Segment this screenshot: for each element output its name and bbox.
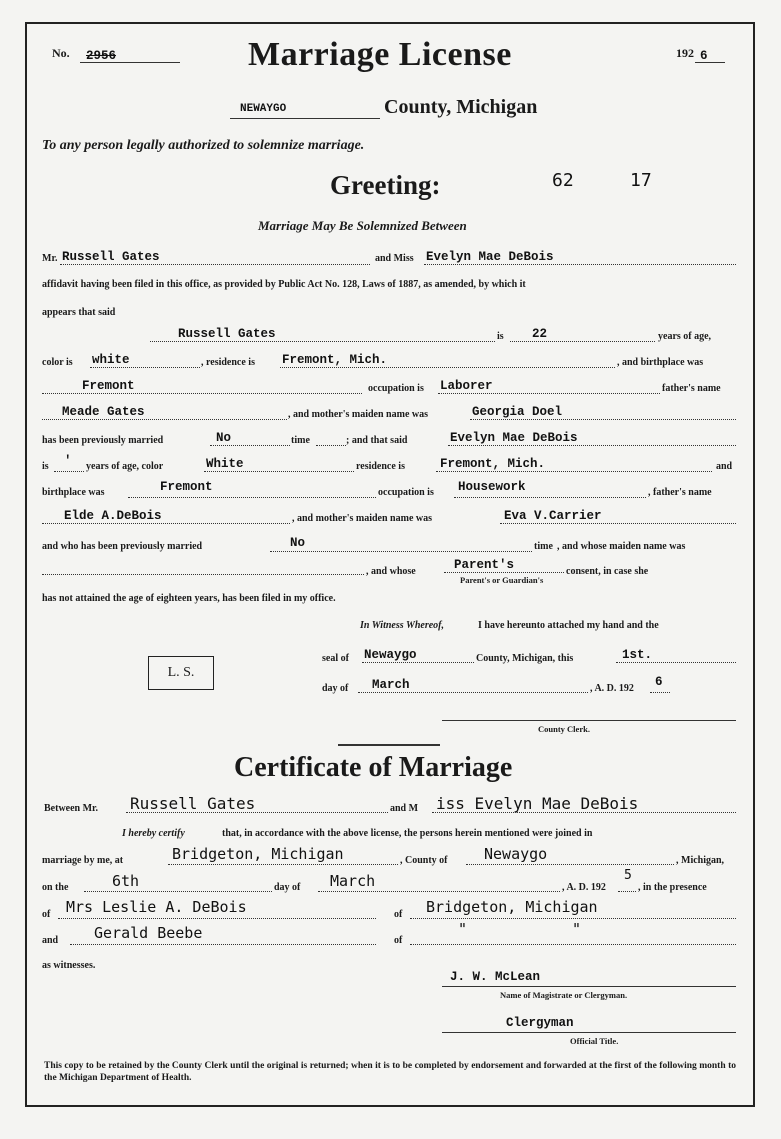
time-label-2: time bbox=[534, 541, 553, 552]
groom-name: Russell Gates bbox=[178, 327, 276, 341]
certify-lead: I hereby certify bbox=[122, 828, 185, 839]
witness-lead: In Witness Whereof, bbox=[360, 620, 445, 631]
groom-color: white bbox=[92, 353, 130, 367]
day-of-label: day of bbox=[322, 683, 349, 694]
birthplace-label: birthplace was bbox=[42, 487, 105, 498]
of-label-2: of bbox=[394, 909, 403, 920]
groom-birthplace: Fremont bbox=[82, 379, 135, 393]
marriage-by-label: marriage by me, at bbox=[42, 855, 124, 866]
county-clerk-caption: County Clerk. bbox=[538, 724, 590, 734]
day-value: 1st. bbox=[622, 648, 653, 662]
license-year-prefix: 192 bbox=[676, 46, 694, 60]
mothers-maiden-label: , and mother's maiden name was bbox=[288, 409, 429, 420]
marriage-year-digit: 5 bbox=[624, 868, 632, 883]
groom-residence: Fremont, Mich. bbox=[282, 353, 388, 367]
county-michigan-this-label: County, Michigan, this bbox=[476, 653, 574, 664]
bride-prev-married: No bbox=[290, 536, 306, 550]
is-label-2: is bbox=[42, 461, 49, 472]
bride-father: Elde A.DeBois bbox=[64, 509, 162, 523]
ditto-mark-1: " bbox=[458, 920, 468, 938]
ad-label-2: , A. D. 192 bbox=[562, 882, 606, 893]
residence-label: , residence is bbox=[201, 357, 255, 368]
ad-label: , A. D. 192 bbox=[590, 683, 634, 694]
subtitle: Marriage May Be Solemnized Between bbox=[258, 218, 467, 233]
occupation-label: occupation is bbox=[368, 383, 424, 394]
day-of-label-2: day of bbox=[274, 882, 301, 893]
month-value: March bbox=[372, 678, 410, 692]
occupation-label-2: occupation is bbox=[378, 487, 434, 498]
county-label: County, Michigan bbox=[384, 96, 538, 118]
and-whose-label: , and whose bbox=[366, 566, 416, 577]
ad-digit: 6 bbox=[655, 675, 663, 689]
certify-text: that, in accordance with the above license, the persons herein mentioned were joined in bbox=[222, 828, 593, 839]
bride-residence: Fremont, Mich. bbox=[440, 457, 546, 471]
cert-bride: iss Evelyn Mae DeBois bbox=[436, 794, 639, 813]
years-color-label: years of age, color bbox=[86, 461, 164, 472]
consent-value: Parent's bbox=[454, 558, 515, 572]
county-name: NEWAYGO bbox=[240, 103, 287, 115]
and-that-said-label: ; and that said bbox=[346, 435, 408, 446]
presence-label: , in the presence bbox=[638, 882, 707, 893]
marriage-county: Newaygo bbox=[484, 845, 548, 863]
cert-groom: Russell Gates bbox=[130, 794, 256, 813]
michigan-label: , Michigan, bbox=[676, 855, 725, 866]
address-line: To any person legally authorized to solemnize marriage. bbox=[42, 138, 365, 153]
time-label: time bbox=[291, 435, 310, 446]
groom-father: Meade Gates bbox=[62, 405, 145, 419]
officiant-name: J. W. McLean bbox=[450, 970, 541, 984]
greeting: Greeting: bbox=[330, 170, 441, 200]
bride-mother: Eva V.Carrier bbox=[504, 509, 602, 523]
witness-text: I have hereunto attached my hand and the bbox=[478, 620, 659, 631]
color-label: color is bbox=[42, 357, 73, 368]
license-title: Marriage License bbox=[248, 36, 512, 73]
marriage-month: March bbox=[330, 872, 376, 890]
groom-prev-married: No bbox=[216, 431, 232, 445]
groom-mother: Georgia Doel bbox=[472, 405, 563, 419]
seal-of-label: seal of bbox=[322, 653, 349, 664]
footer-note: This copy to be retained by the County Clerk until the original is returned; when it is to be completed by endorsement and forwarded at the first of the following month to the Michigan Department of Health. bbox=[44, 1061, 736, 1083]
bride-occupation: Housework bbox=[458, 480, 526, 494]
groom-name-short: Russell Gates bbox=[62, 250, 160, 264]
bride-age: ' bbox=[64, 454, 72, 468]
and-m-label: and M bbox=[390, 803, 419, 814]
ditto-mark-2: " bbox=[572, 920, 582, 938]
witness-1-place: Bridgeton, Michigan bbox=[426, 898, 598, 916]
bride-name-short: Evelyn Mae DeBois bbox=[426, 250, 554, 264]
not-attained-text: has not attained the age of eighteen years, has been filed in my office. bbox=[42, 593, 336, 604]
parent-caption: Parent's or Guardian's bbox=[460, 575, 544, 585]
residence-label-2: residence is bbox=[356, 461, 405, 472]
certificate-title: Certificate of Marriage bbox=[234, 752, 513, 783]
official-title-value: Clergyman bbox=[506, 1016, 574, 1030]
mothers-maiden-label-2: , and mother's maiden name was bbox=[292, 513, 433, 524]
officiant-caption: Name of Magistrate or Clergyman. bbox=[500, 990, 628, 1000]
whose-maiden-label: , and whose maiden name was bbox=[557, 541, 686, 552]
and-label: and bbox=[716, 461, 733, 472]
years-of-age-label: years of age, bbox=[658, 331, 712, 342]
license-number: 2956 bbox=[86, 49, 117, 63]
mr-label: Mr. bbox=[42, 253, 58, 264]
marriage-day: 6th bbox=[112, 872, 140, 890]
affidavit-text: affidavit having been filed in this office, as provided by Public Act No. 128, Laws of 1887, as amended, by which it bbox=[42, 279, 526, 290]
county-of-label: , County of bbox=[400, 855, 448, 866]
fathers-name-label-2: , father's name bbox=[648, 487, 712, 498]
seal-box: L. S. bbox=[148, 656, 214, 690]
stamp-number-b: 17 bbox=[630, 170, 652, 191]
groom-occupation: Laborer bbox=[440, 379, 493, 393]
of-label-3: of bbox=[394, 935, 403, 946]
witness-2: Gerald Beebe bbox=[94, 924, 203, 942]
on-the-label: on the bbox=[42, 882, 69, 893]
birthplace-was-label: , and birthplace was bbox=[617, 357, 704, 368]
prev-married-label: has been previously married bbox=[42, 435, 164, 446]
who-prev-married-label: and who has been previously married bbox=[42, 541, 203, 552]
bride-birthplace: Fremont bbox=[160, 480, 213, 494]
license-number-label: No. bbox=[52, 46, 70, 60]
witness-1: Mrs Leslie A. DeBois bbox=[66, 898, 247, 916]
marriage-place: Bridgeton, Michigan bbox=[172, 845, 344, 863]
bride-color: White bbox=[206, 457, 244, 471]
fathers-name-label: father's name bbox=[662, 383, 721, 394]
between-mr-label: Between Mr. bbox=[44, 803, 99, 814]
of-label-1: of bbox=[42, 909, 51, 920]
appears-text: appears that said bbox=[42, 307, 116, 318]
is-label: is bbox=[497, 331, 504, 342]
miss-label: and Miss bbox=[375, 253, 414, 264]
consent-label: consent, in case she bbox=[566, 566, 649, 577]
bride-name: Evelyn Mae DeBois bbox=[450, 431, 578, 445]
official-title-caption: Official Title. bbox=[570, 1036, 619, 1046]
seal-county: Newaygo bbox=[364, 648, 417, 662]
stamp-number-a: 62 bbox=[552, 170, 574, 191]
as-witnesses-label: as witnesses. bbox=[42, 960, 96, 971]
groom-age: 22 bbox=[532, 327, 548, 341]
and-label-2: and bbox=[42, 935, 59, 946]
license-year-digit: 6 bbox=[700, 49, 708, 63]
